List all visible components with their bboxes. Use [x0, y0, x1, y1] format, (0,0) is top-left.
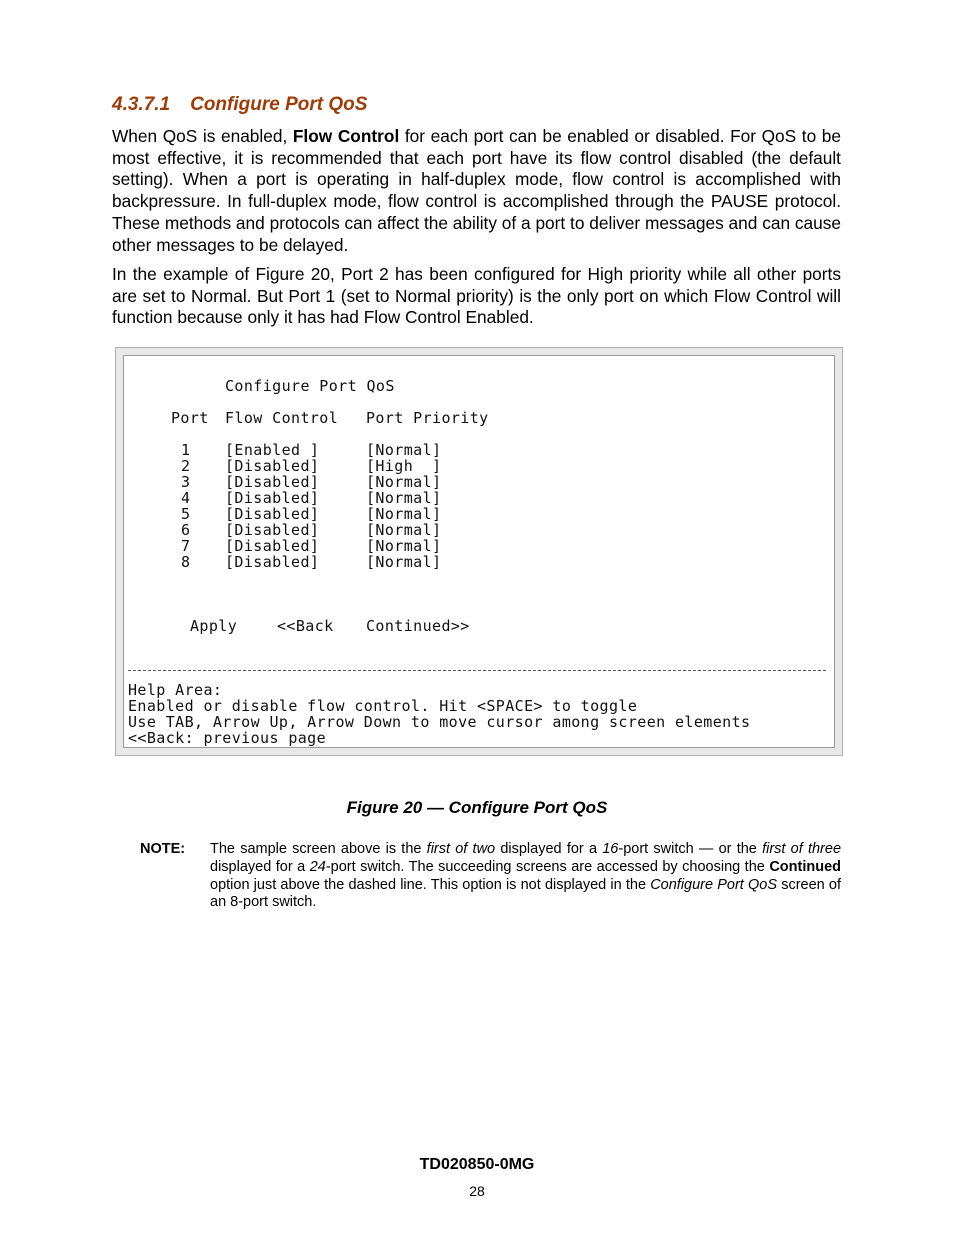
port-number: 2	[181, 457, 191, 475]
flow-control-toggle[interactable]: [Disabled]	[225, 537, 320, 555]
continued-button[interactable]: Continued>>	[366, 617, 470, 635]
flow-control-toggle[interactable]: [Enabled ]	[225, 441, 320, 459]
port-priority-select[interactable]: [Normal]	[366, 441, 442, 459]
text-run: screen of an 8-port switch.	[210, 876, 842, 911]
bold-run: Continued	[769, 858, 841, 875]
flow-control-toggle[interactable]: [Disabled]	[225, 473, 320, 491]
text-run: -port switch — or the	[618, 841, 763, 857]
page-number: 28	[469, 1183, 485, 1199]
help-line-toggle: Enabled or disable flow control. Hit <SPACE> to toggle	[128, 697, 638, 715]
note-label: NOTE:	[140, 841, 186, 857]
text-run: -port switch. The succeeding screens are accessed by choosing the	[325, 858, 770, 875]
section-number: 4.3.7.1	[112, 94, 171, 115]
text-run: When QoS is enabled,	[112, 126, 293, 146]
bold-term-flow-control: Flow Control	[292, 126, 400, 146]
figure-caption: Figure 20 — Configure Port QoS	[346, 798, 608, 817]
paragraph-flow-control	[112, 126, 841, 256]
italic-run: first of three	[762, 841, 842, 857]
port-number: 5	[181, 505, 191, 523]
section-heading	[112, 94, 367, 116]
flow-control-toggle[interactable]: [Disabled]	[225, 505, 320, 523]
italic-run: 24	[309, 858, 326, 875]
apply-button[interactable]: Apply	[190, 617, 238, 635]
header-port-priority: Port Priority	[366, 409, 489, 427]
text-run: option just above the dashed line. This option is not displayed in the	[210, 876, 651, 893]
port-number: 3	[181, 473, 191, 491]
header-port: Port	[171, 409, 209, 427]
note-text	[210, 841, 841, 912]
port-number: 7	[181, 537, 191, 555]
port-priority-select[interactable]: [Normal]	[366, 473, 442, 491]
section-title: Configure Port QoS	[190, 94, 368, 115]
port-priority-select[interactable]: [Normal]	[366, 521, 442, 539]
dashed-divider	[128, 670, 826, 671]
terminal-screen	[123, 355, 835, 748]
header-flow-control: Flow Control	[225, 409, 339, 427]
port-priority-select[interactable]: [Normal]	[366, 537, 442, 555]
italic-run: first of two	[426, 841, 496, 857]
flow-control-toggle[interactable]: [Disabled]	[225, 553, 320, 571]
port-priority-select[interactable]: [Normal]	[366, 489, 442, 507]
help-area-title: Help Area:	[128, 681, 223, 699]
flow-control-toggle[interactable]: [Disabled]	[225, 489, 320, 507]
paragraph-figure-example: In the example of Figure 20, Port 2 has been configured for High priority while all other ports are set to Normal. But Port 1 (set to Normal priority) is the only port on which Flow Control will function because only it has had Flow Control Enabled.	[112, 264, 841, 328]
text-run: displayed for a	[210, 858, 310, 875]
text-run: for each port can be enabled or disabled. For QoS to be most effective, it is recommended that each port have its flow control disabled (the default setting). When a port is operating in half-duplex mode, flow control is accomplished with backpressure. In full-duplex mode, flow control is accomplished through the PAUSE protocol. These methods and protocols can affect the ability of a port to deliver messages and can cause other messages to be delayed.	[112, 126, 841, 255]
flow-control-toggle[interactable]: [Disabled]	[225, 521, 320, 539]
text-run: displayed for a	[495, 841, 603, 857]
text-run: The sample screen above is the	[210, 841, 427, 857]
document-id: TD020850-0MG	[419, 1156, 535, 1173]
port-number: 1	[181, 441, 191, 459]
port-priority-select[interactable]: [Normal]	[366, 505, 442, 523]
back-button[interactable]: <<Back	[277, 617, 334, 635]
help-line-navigation: Use TAB, Arrow Up, Arrow Down to move cursor among screen elements	[128, 713, 751, 731]
italic-run: Configure Port QoS	[650, 876, 778, 893]
port-number: 4	[181, 489, 191, 507]
port-number: 8	[181, 553, 191, 571]
port-priority-select[interactable]: [High ]	[366, 457, 442, 475]
terminal-screenshot-frame	[115, 347, 843, 756]
port-number: 6	[181, 521, 191, 539]
screen-title: Configure Port QoS	[225, 377, 395, 395]
help-line-back: <<Back: previous page	[128, 729, 327, 747]
flow-control-toggle[interactable]: [Disabled]	[225, 457, 320, 475]
port-priority-select[interactable]: [Normal]	[366, 553, 442, 571]
italic-run: 16	[602, 841, 619, 857]
